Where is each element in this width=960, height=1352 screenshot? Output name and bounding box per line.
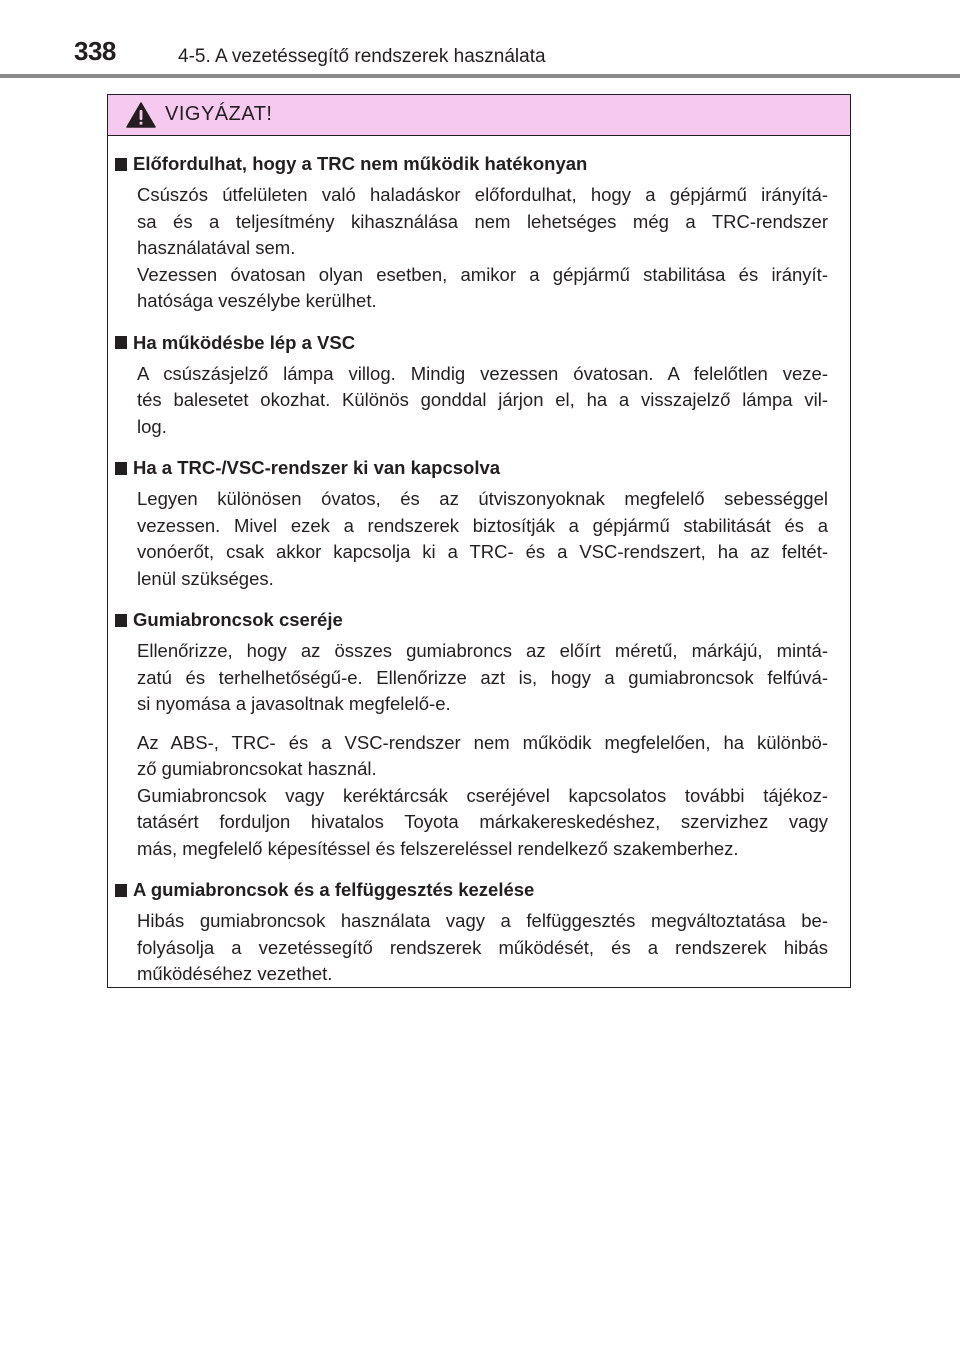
paragraph-line: log. [137,415,167,437]
section-heading-text: Ha a TRC-/VSC-rendszer ki van kapcsolva [133,457,501,478]
paragraph-line: Az ABS-, TRC- és a VSC-rendszer nem működik megfelelően, ha különbö- [137,731,828,753]
section-heading [114,606,828,634]
paragraph-line: sa és a teljesítmény kihasználása nem lehetséges még a TRC-rendszer [137,210,828,232]
caution-section [114,454,828,592]
section-heading [114,150,828,178]
square-bullet-icon [115,462,127,475]
paragraph-line: vonóerőt, csak akkor kapcsolja ki a TRC- és a VSC-rendszert, ha az feltét- [137,541,828,562]
paragraph-line: Ellenőrizze, hogy az összes gumiabroncs az előírt méretű, márkájú, mintá- [137,640,828,661]
paragraph-line: vezessen. Mivel ezek a rendszerek biztosítják a gépjármű stabilitását és a [137,514,828,536]
section-paragraph [137,486,828,592]
section-heading [114,876,828,904]
paragraph-line: Csúszós útfelületen való haladáskor előfordulhat, hogy a gépjármű irányítá- [137,184,828,205]
paragraph-line: Legyen különösen óvatos, és az útviszonyoknak megfelelő sebességgel [137,488,828,509]
paragraph-line: használatával sem. [137,237,296,258]
chapter-title: 4-5. A vezetéssegítő rendszerek használata [178,46,546,67]
paragraph-line: tatásért forduljon hivatalos Toyota márkakereskedéshez, szervizhez vagy [137,811,828,832]
paragraph-line: tés balesetet okozhat. Különös gonddal járjon el, ha a visszajelző lámpa vil- [137,389,828,410]
paragraph-line: hatósága veszélybe kerülhet. [137,290,377,311]
paragraph-line: A csúszásjelző lámpa villog. Mindig vezessen óvatosan. A felelőtlen veze- [137,362,828,384]
section-heading [114,329,828,357]
section-heading-text: Előfordulhat, hogy a TRC nem működik hatékonyan [133,153,588,174]
paragraph-line: si nyomása a javasoltnak megfelelő-e. [137,693,451,714]
section-heading-text: Gumiabroncsok cseréje [133,609,343,630]
header-divider [0,74,960,78]
section-paragraph [137,638,828,718]
section-paragraph [137,908,828,988]
caution-body [108,136,850,988]
paragraph-line: működéséhez vezethet. [137,963,333,984]
section-paragraph [137,182,828,315]
section-heading-text: A gumiabroncsok és a felfüggesztés kezelése [133,879,535,900]
paragraph-line: Gumiabroncsok vagy keréktárcsák cseréjével kapcsolatos további tájékoz- [137,784,828,806]
section-heading [114,454,828,482]
caution-section [114,876,828,988]
paragraph-line: más, megfelelő képesítéssel és felszereléssel rendelkező szakemberhez. [137,837,739,859]
page-header [0,0,960,80]
paragraph-line: Vezessen óvatosan olyan esetben, amikor a gépjármű stabilitása és irányít- [137,263,828,285]
section-paragraph [137,730,828,863]
square-bullet-icon [115,336,127,349]
square-bullet-icon [115,158,127,171]
section-heading-text: Ha működésbe lép a VSC [133,331,356,353]
caution-section [114,606,828,862]
square-bullet-icon [115,614,127,627]
paragraph-line: zatú és terhelhetőségű-e. Ellenőrizze azt is, hogy a gumiabroncsok felfúvá- [137,666,828,688]
caution-section [114,329,828,441]
section-paragraph [137,361,828,441]
square-bullet-icon [115,884,127,897]
caution-title: VIGYÁZAT! [165,103,273,125]
paragraph-line: lenül szükséges. [137,567,274,589]
paragraph-line: folyásolja a vezetéssegítő rendszerek működését, és a rendszerek hibás [137,936,828,958]
warning-triangle-icon [126,102,156,128]
caution-section [114,150,828,315]
page-number: 338 [74,36,116,66]
paragraph-line: Hibás gumiabroncsok használata vagy a felfüggesztés megváltoztatása be- [137,910,828,931]
caution-box [107,94,851,988]
paragraph-line: ző gumiabroncsokat használ. [137,758,377,779]
caution-header [108,95,850,136]
